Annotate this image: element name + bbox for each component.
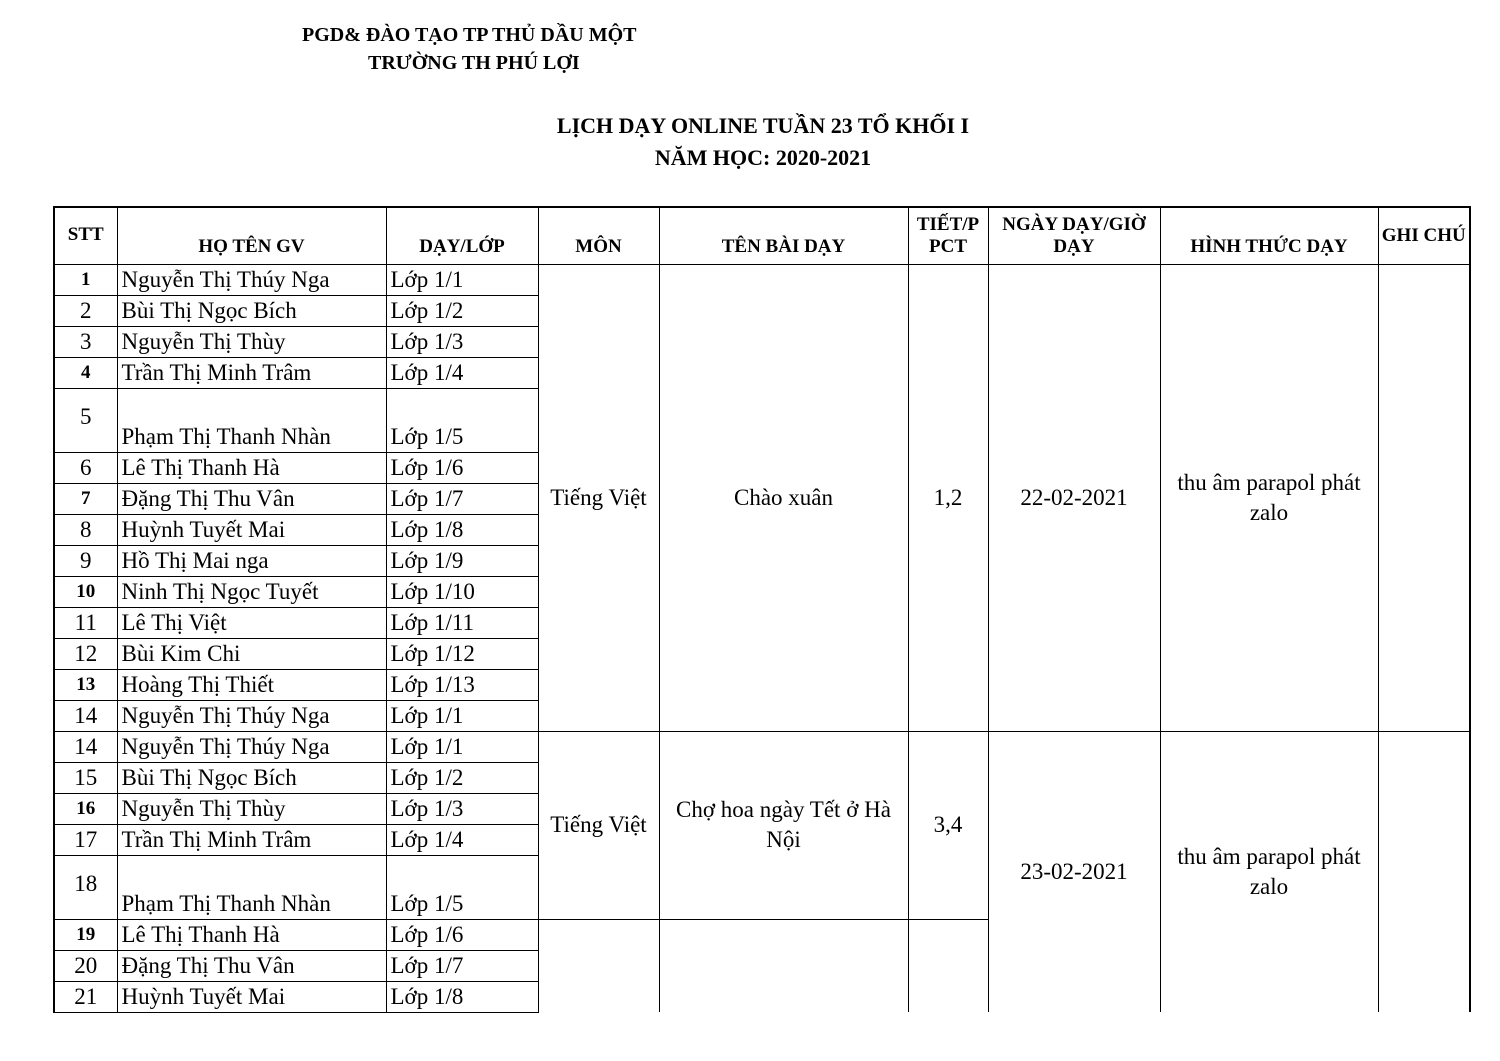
period-cell: 1,2 (908, 264, 988, 731)
col-header-stt: STT (54, 207, 117, 264)
class-name: Lớp 1/11 (386, 607, 538, 638)
col-header-subject: MÔN (538, 207, 659, 264)
school-year: NĂM HỌC: 2020-2021 (654, 145, 872, 170)
note-cell (1378, 264, 1470, 731)
teacher-name: Nguyễn Thị Thùy (117, 326, 386, 357)
row-stt: 5 (54, 388, 117, 452)
teacher-name: Phạm Thị Thanh Nhàn (117, 388, 386, 452)
col-header-class: DẠY/LỚP (386, 207, 538, 264)
note-cell (1378, 731, 1470, 1012)
class-name: Lớp 1/4 (386, 824, 538, 855)
method-cell: thu âm parapol phát zalo (1160, 731, 1378, 1012)
teacher-name: Lê Thị Việt (117, 607, 386, 638)
row-stt: 12 (54, 638, 117, 669)
table-row (54, 264, 1470, 295)
row-stt: 13 (54, 669, 117, 700)
period-cell-empty (908, 919, 988, 1012)
teacher-name: Phạm Thị Thanh Nhàn (117, 855, 386, 919)
col-header-lesson: TÊN BÀI DẠY (659, 207, 908, 264)
lesson-cell-empty (659, 919, 908, 1012)
subject-cell: Tiếng Việt (538, 264, 659, 731)
teacher-name: Hồ Thị Mai nga (117, 545, 386, 576)
lesson-cell: Chào xuân (659, 264, 908, 731)
schedule-table (53, 206, 1471, 1013)
class-name: Lớp 1/6 (386, 452, 538, 483)
subject-cell-empty (538, 919, 659, 1012)
col-header-note: GHI CHÚ (1378, 207, 1470, 264)
col-header-teacher: HỌ TÊN GV (117, 207, 386, 264)
teacher-name: Huỳnh Tuyết Mai (117, 981, 386, 1012)
teacher-name: Đặng Thị Thu Vân (117, 950, 386, 981)
teacher-name: Lê Thị Thanh Hà (117, 919, 386, 950)
row-stt: 15 (54, 762, 117, 793)
col-header-method: HÌNH THỨC DẠY (1160, 207, 1378, 264)
class-name: Lớp 1/7 (386, 483, 538, 514)
row-stt: 8 (54, 514, 117, 545)
row-stt: 2 (54, 295, 117, 326)
row-stt: 11 (54, 607, 117, 638)
row-stt: 14 (54, 700, 117, 731)
class-name: Lớp 1/2 (386, 295, 538, 326)
class-name: Lớp 1/7 (386, 950, 538, 981)
teacher-name: Nguyễn Thị Thúy Nga (117, 264, 386, 295)
teacher-name: Lê Thị Thanh Hà (117, 452, 386, 483)
teacher-name: Hoàng Thị Thiết (117, 669, 386, 700)
teacher-name: Trần Thị Minh Trâm (117, 357, 386, 388)
row-stt: 20 (54, 950, 117, 981)
row-stt: 9 (54, 545, 117, 576)
class-name: Lớp 1/8 (386, 514, 538, 545)
method-cell: thu âm parapol phát zalo (1160, 264, 1378, 731)
class-name: Lớp 1/9 (386, 545, 538, 576)
class-name: Lớp 1/12 (386, 638, 538, 669)
row-stt: 6 (54, 452, 117, 483)
row-stt: 19 (54, 919, 117, 950)
table-row (54, 731, 1470, 762)
teacher-name: Ninh Thị Ngọc Tuyết (117, 576, 386, 607)
col-header-period: TIẾT/P PCT (908, 207, 988, 264)
lesson-cell: Chợ hoa ngày Tết ở Hà Nội (659, 731, 908, 919)
class-name: Lớp 1/4 (386, 357, 538, 388)
class-name: Lớp 1/1 (386, 264, 538, 295)
teacher-name: Trần Thị Minh Trâm (117, 824, 386, 855)
date-cell: 22-02-2021 (988, 264, 1160, 731)
col-header-date: NGÀY DẠY/GIỜ DẠY (988, 207, 1160, 264)
page-title: LỊCH DẠY ONLINE TUẦN 23 TỔ KHỐI I (556, 113, 970, 138)
class-name: Lớp 1/1 (386, 731, 538, 762)
subject-cell: Tiếng Việt (538, 731, 659, 919)
row-stt: 1 (54, 264, 117, 295)
class-name: Lớp 1/5 (386, 388, 538, 452)
class-name: Lớp 1/10 (386, 576, 538, 607)
row-stt: 3 (54, 326, 117, 357)
teacher-name: Bùi Thị Ngọc Bích (117, 295, 386, 326)
teacher-name: Huỳnh Tuyết Mai (117, 514, 386, 545)
row-stt: 17 (54, 824, 117, 855)
agency-name: PGD& ĐÀO TẠO TP THỦ DẦU MỘT (302, 24, 637, 46)
date-cell: 23-02-2021 (988, 731, 1160, 1012)
class-name: Lớp 1/8 (386, 981, 538, 1012)
teacher-name: Nguyễn Thị Thúy Nga (117, 731, 386, 762)
class-name: Lớp 1/5 (386, 855, 538, 919)
row-stt: 18 (54, 855, 117, 919)
row-stt: 16 (54, 793, 117, 824)
class-name: Lớp 1/3 (386, 326, 538, 357)
class-name: Lớp 1/1 (386, 700, 538, 731)
school-name: TRƯỜNG TH PHÚ LỢI (368, 52, 580, 74)
row-stt: 10 (54, 576, 117, 607)
class-name: Lớp 1/3 (386, 793, 538, 824)
class-name: Lớp 1/6 (386, 919, 538, 950)
teacher-name: Bùi Kim Chi (117, 638, 386, 669)
teacher-name: Nguyễn Thị Thúy Nga (117, 700, 386, 731)
teacher-name: Nguyễn Thị Thùy (117, 793, 386, 824)
row-stt: 7 (54, 483, 117, 514)
row-stt: 4 (54, 357, 117, 388)
row-stt: 14 (54, 731, 117, 762)
row-stt: 21 (54, 981, 117, 1012)
class-name: Lớp 1/13 (386, 669, 538, 700)
teacher-name: Bùi Thị Ngọc Bích (117, 762, 386, 793)
teacher-name: Đặng Thị Thu Vân (117, 483, 386, 514)
period-cell: 3,4 (908, 731, 988, 919)
class-name: Lớp 1/2 (386, 762, 538, 793)
